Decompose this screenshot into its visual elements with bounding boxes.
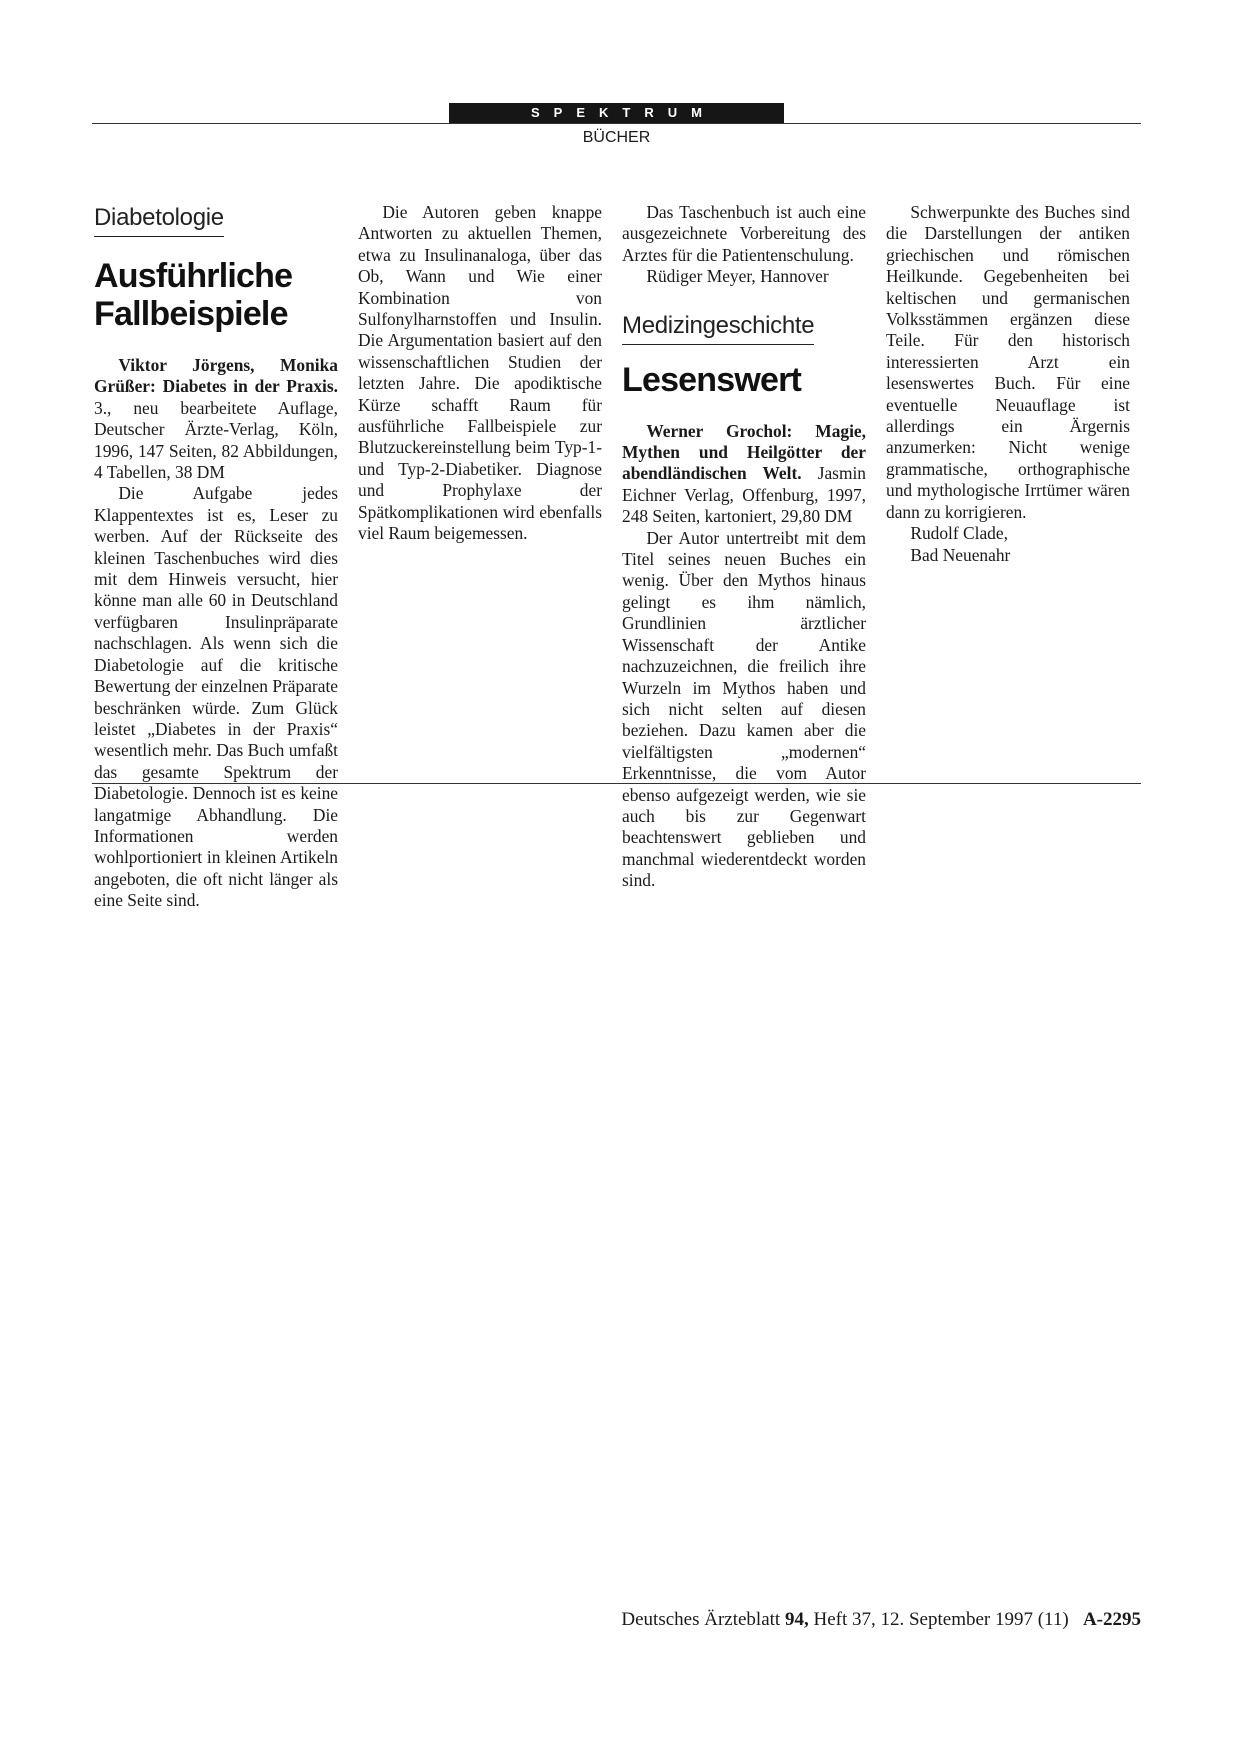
article1-book-details: 3., neu bearbeitete Auflage, Deutscher Ärzte-Verlag, Köln, 1996, 147 Seiten, 82 Abbildungen, 4 Tabellen, 38 DM [94, 397, 338, 483]
column-3 [622, 202, 866, 892]
subsection-label: BÜCHER [582, 129, 651, 146]
column-2 [358, 202, 602, 750]
article1-headline-line1: Ausführliche [94, 257, 293, 295]
article2-paragraph-1: Der Autor untertreibt mit dem Titel seines neuen Buches ein wenig. Über den Mythos hinaus gelingt es ihm nämlich, Grundlinien ärztlicher Wissenschaft der Antike nachzuzeichnen, die freilich ihre Wurzeln im Mythos haben und sich nicht selten auf diesen beziehen. Dazu kamen aber die vielfältigsten „modernen“ Erkenntnisse, die vom Autor ebenso aufgezeigt werden, wie sie auch bis zur Gegenwart beachtenswert geblieben und manchmal wiederentdeckt worden sind. [622, 527, 866, 891]
footer-page-number: A-2295 [1082, 1609, 1141, 1630]
footer-volume: 94, [784, 1609, 809, 1630]
bottom-rule [92, 783, 1141, 784]
article1-signature: Rüdiger Meyer, Hannover [646, 266, 829, 287]
footer-journal: Deutsches Ärzteblatt [621, 1609, 785, 1630]
article2-headline: Lesenswert [622, 360, 802, 399]
article1-kicker: Diabetologie [94, 202, 224, 237]
article2-signature-name: Rudolf Clade, [910, 523, 1008, 544]
article2-book-title: Werner Grochol: Magie, Mythen und Heilgötter der abendländischen Welt. [622, 420, 866, 484]
article1-paragraph-3: Das Taschenbuch ist auch eine ausgezeichnete Vorbereitung des Arztes für die Patientenschulung. [622, 202, 866, 265]
header-rule [92, 123, 1141, 124]
article2-book-reference [622, 421, 866, 528]
article1-headline-line2: Fallbeispiele [94, 295, 288, 333]
article1-book-reference [94, 355, 338, 483]
article1-headline [94, 257, 338, 333]
column-1 [94, 202, 338, 911]
article2-paragraph-2: Schwerpunkte des Buches sind die Darstellungen der antiken griechischen und römischen Heilkunde. Gegebenheiten bei keltischen und germanischen Volksstämmen ergänzen diese Teile. Für den historisch interessierten Arzt ein lesenswertes Buch. Für eine eventuelle Neuauflage ist allerdings ein Ärgernis anzumerken: Nicht wenige grammatische, orthographische und mythologische Irrtümer wären dann zu korrigieren. [886, 202, 1130, 522]
article1-paragraph-1: Die Aufgabe jedes Klappentextes ist es, Leser zu werben. Auf der Rückseite des kleinen Taschenbuches wird dies mit dem Hinweis versucht, hier könne man alle 60 in Deutschland verfügbaren Insulinpräparate nachschlagen. Als wenn sich die Diabetologie auf die kritische Bewertung der einzelnen Präparate beschränken würde. Zum Glück leistet „Diabetes in der Praxis“ wesentlich mehr. Das Buch umfaßt das gesamte Spektrum der Diabetologie. Dennoch ist es keine langatmige Abhandlung. Die Informationen werden wohlportioniert in kleinen Artikeln angeboten, die oft nicht länger als eine Seite sind. [94, 483, 338, 911]
page-footer [621, 1608, 1141, 1632]
article2-signature-place: Bad Neuenahr [910, 544, 1011, 565]
article2-kicker: Medizingeschichte [622, 310, 814, 345]
article1-book-title: Viktor Jörgens, Monika Grüßer: Diabetes in der Praxis. [94, 355, 338, 397]
footer-issue: Heft 37, 12. September 1997 (11) [808, 1609, 1069, 1630]
column-4 [886, 202, 1130, 566]
article1-paragraph-2: Die Autoren geben knappe Antworten zu aktuellen Themen, etwa zu Insulinanaloga, über das Ob, Wann und Wie einer Kombination von Sulfonylharnstoffen und Insulin. Die Argumentation basiert auf den wissenschaftlichen Studien der letzten Jahre. Die apodiktische Kürze schafft Raum für ausführliche Fallbeispiele zur Blutzuckereinstellung beim Typ-1- und Typ-2-Diabetiker. Diagnose und Prophylaxe der Spätkomplikationen wird ebenfalls viel Raum beigemessen. [358, 202, 602, 544]
article2-book-details: Jasmin Eichner Verlag, Offenburg, 1997, 248 Seiten, kartoniert, 29,80 DM [622, 463, 866, 527]
section-band: SPEKTRUM [449, 103, 784, 123]
